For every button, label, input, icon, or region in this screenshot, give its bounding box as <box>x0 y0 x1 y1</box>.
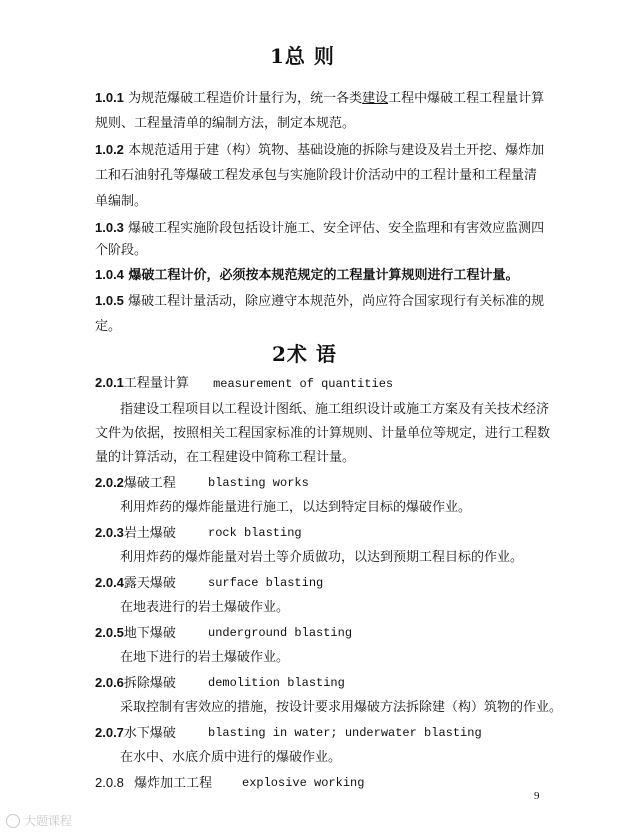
term-2-0-1-desc-2: 文件为依据，按照相关工程国家标准的计算规则、计量单位等规定，进行工程数 <box>95 426 551 441</box>
chapter-1-title: 1总 则 <box>270 44 335 68</box>
term-number: 2.0.4 <box>95 575 124 590</box>
clause-1-0-1-line2: 规则、工程量清单的编制方法，制定本规范。 <box>95 116 356 131</box>
term-2-0-4-desc: 在地表进行的岩土爆破作业。 <box>120 600 290 615</box>
term-number: 2.0.5 <box>95 625 124 640</box>
watermark-logo-icon <box>6 814 20 828</box>
term-number: 2.0.7 <box>95 725 124 740</box>
clause-1-0-2-line2: 工和石油射孔等爆破工程发承包与实施阶段计价活动中的工程计量和工程量清 <box>95 168 538 183</box>
term-2-0-6 <box>95 670 345 697</box>
clause-number: 1.0.1 <box>95 90 124 105</box>
term-cn: 工程量计算 <box>123 376 189 391</box>
term-2-0-4 <box>95 570 324 597</box>
term-en: rock blasting <box>208 526 302 540</box>
term-en: blasting in water; underwater blasting <box>208 726 482 740</box>
clause-1-0-5: 1.0.5 爆破工程计量活动，除应遵守本规范外，尚应符合国家现行有关标准的规 <box>95 293 545 309</box>
term-number: 2.0.2 <box>95 475 124 490</box>
clause-1-0-5-line2: 定。 <box>95 319 122 334</box>
term-2-0-3-desc: 利用炸药的爆炸能量对岩土等介质做功，以达到预期工程目标的作业。 <box>120 550 524 565</box>
term-2-0-2 <box>95 470 309 497</box>
clause-1-0-2: 1.0.2 本规范适用于建（构）筑物、基础设施的拆除与建设及岩土开挖、爆炸加 <box>95 142 545 158</box>
term-cn: 地下爆破 <box>123 626 176 641</box>
term-2-0-2-desc: 利用炸药的爆炸能量进行施工，以达到特定目标的爆破作业。 <box>120 500 472 515</box>
term-cn: 拆除爆破 <box>123 676 176 691</box>
term-2-0-6-desc: 采取控制有害效应的措施，按设计要求用爆破方法拆除建（构）筑物的作业。 <box>120 700 563 715</box>
term-cn: 爆破工程 <box>123 476 176 491</box>
clause-1-0-2-line3: 单编制。 <box>95 194 148 209</box>
term-number: 2.0.6 <box>95 675 124 690</box>
watermark <box>6 812 72 829</box>
term-en: surface blasting <box>208 576 324 590</box>
term-2-0-3 <box>95 520 302 547</box>
clause-1-0-4: 1.0.4 爆破工程计价，必须按本规范规定的工程量计算规则进行工程计量。 <box>95 267 519 283</box>
term-2-0-1-desc-3: 量的计算活动，在工程建设中简称工程计量。 <box>95 450 356 465</box>
term-2-0-8 <box>95 770 365 797</box>
clause-1-0-3-line2: 个阶段。 <box>95 243 148 258</box>
term-2-0-1-desc-1: 指建设工程项目以工程设计图纸、施工组织设计或施工方案及有关技术经济 <box>120 402 550 417</box>
term-cn: 水下爆破 <box>123 726 176 741</box>
clause-1-0-3: 1.0.3 爆破工程实施阶段包括设计施工、安全评估、安全监理和有害效应监测四 <box>95 220 545 236</box>
clause-1-0-1: 1.0.1 为规范爆破工程造价计量行为，统一各类建设工程中爆破工程工程量计算 <box>95 90 545 106</box>
term-2-0-7 <box>95 720 482 747</box>
clause-number: 1.0.5 <box>95 293 124 308</box>
chapter-2-title: 2术 语 <box>272 342 337 366</box>
term-en: blasting works <box>208 476 309 490</box>
clause-number: 1.0.2 <box>95 142 124 157</box>
term-2-0-5-desc: 在地下进行的岩土爆破作业。 <box>120 650 290 665</box>
term-number: 2.0.8 <box>95 775 124 790</box>
term-cn: 露天爆破 <box>123 576 176 591</box>
page-number: 9 <box>534 790 540 802</box>
term-en: demolition blasting <box>208 676 345 690</box>
term-number: 2.0.3 <box>95 525 124 540</box>
term-2-0-5 <box>95 620 353 647</box>
term-number: 2.0.1 <box>95 375 124 390</box>
term-cn: 爆炸加工工程 <box>134 776 213 791</box>
term-en: measurement of quantities <box>213 377 394 391</box>
term-2-0-7-desc: 在水中、水底介质中进行的爆破作业。 <box>120 750 342 765</box>
clause-number: 1.0.3 <box>95 220 124 235</box>
term-en: explosive working <box>242 776 365 790</box>
term-en: underground blasting <box>208 626 353 640</box>
clause-number: 1.0.4 <box>95 267 124 282</box>
underlined-word: 建设 <box>362 91 389 106</box>
watermark-text: 大题课程 <box>24 814 73 828</box>
term-cn: 岩土爆破 <box>123 526 176 541</box>
term-2-0-1 <box>95 370 393 397</box>
